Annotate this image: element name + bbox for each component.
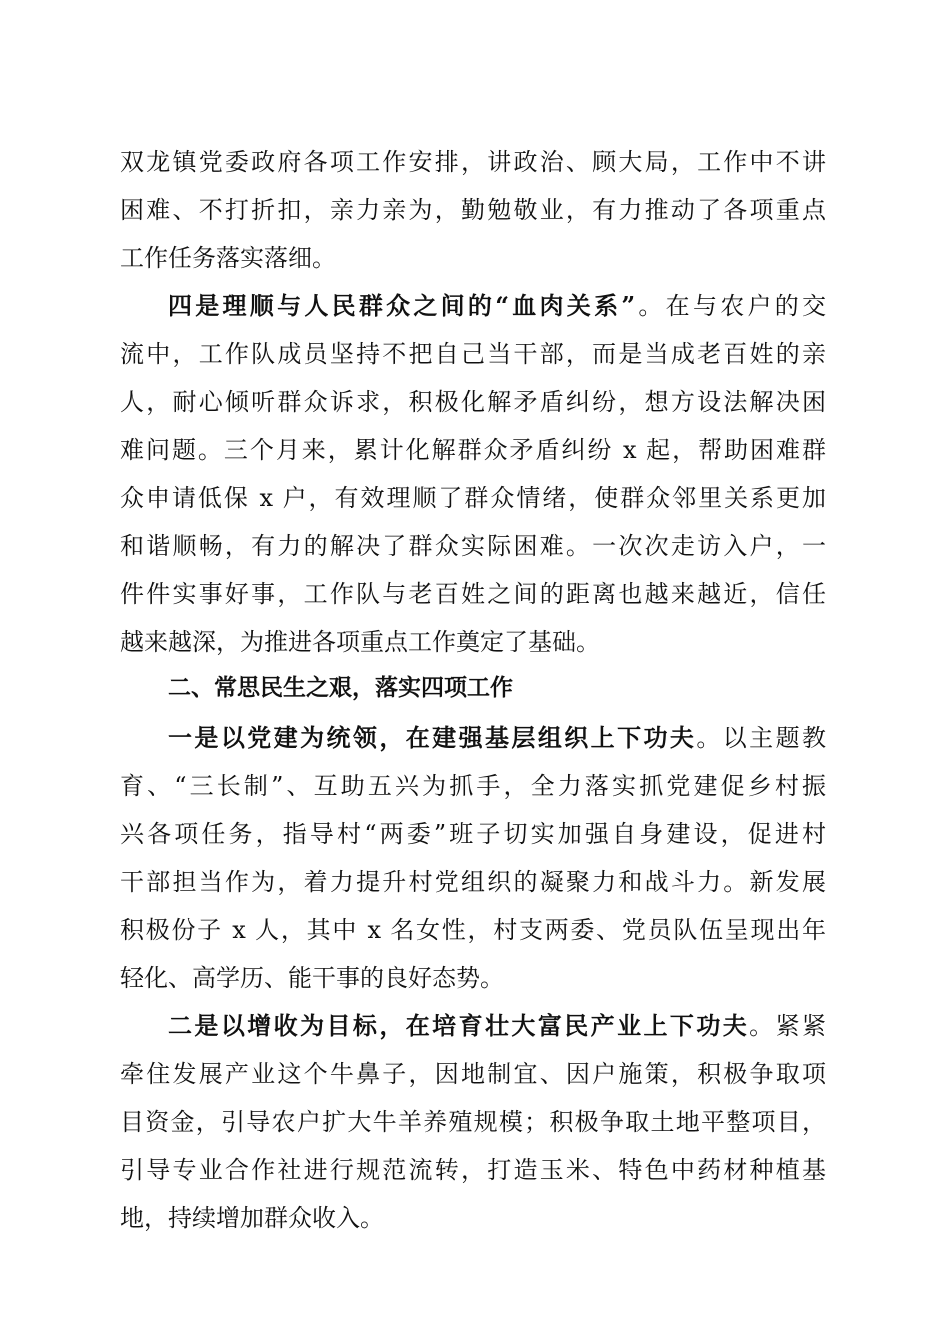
paragraph-2-line-1-rest: 。在与农户的交 bbox=[635, 292, 827, 320]
paragraph-2-line-3: 人，耐心倾听群众诉求，积极化解矛盾纠纷，想方设法解决困 bbox=[120, 388, 826, 416]
paragraph-3-line-1 bbox=[168, 718, 826, 758]
paragraph-3-line-2: 育、“三长制”、互助五兴为抓手，全力落实抓党建促乡村振 bbox=[120, 772, 826, 800]
paragraph-4-line-1-rest: 。紧紧 bbox=[749, 1012, 827, 1040]
paragraph-2-lead: 四是理顺与人民群众之间的“血肉关系” bbox=[168, 291, 636, 320]
paragraph-2-line-8: 越来越深，为推进各项重点工作奠定了基础。 bbox=[120, 628, 600, 656]
paragraph-2-line-5: 众申请低保 x 户，有效理顺了群众情绪，使群众邻里关系更加 bbox=[120, 484, 826, 512]
paragraph-2-line-7: 件件实事好事，工作队与老百姓之间的距离也越来越近，信任 bbox=[120, 580, 826, 608]
paragraph-2-line-2: 流中，工作队成员坚持不把自己当干部，而是当成老百姓的亲 bbox=[120, 340, 826, 368]
paragraph-3-lead: 一是以党建为统领，在建强基层组织上下功夫 bbox=[168, 723, 697, 752]
paragraph-4-line-1 bbox=[168, 1006, 826, 1046]
paragraph-3-line-5: 积极份子 x 人，其中 x 名女性，村支两委、党员队伍呈现出年 bbox=[120, 916, 826, 944]
paragraph-1-line-1: 双龙镇党委政府各项工作安排，讲政治、顾大局，工作中不讲 bbox=[120, 148, 826, 176]
paragraph-3-line-6: 轻化、高学历、能干事的良好态势。 bbox=[120, 964, 504, 992]
paragraph-3-line-4: 干部担当作为，着力提升村党组织的凝聚力和战斗力。新发展 bbox=[120, 868, 826, 896]
paragraph-4-line-5: 地，持续增加群众收入。 bbox=[120, 1204, 384, 1232]
paragraph-3-line-1-rest: 。以主题教 bbox=[696, 724, 827, 752]
paragraph-1-line-3: 工作任务落实落细。 bbox=[120, 244, 336, 272]
paragraph-2-line-1 bbox=[168, 286, 826, 326]
paragraph-1-line-2: 困难、不打折扣，亲力亲为，勤勉敬业，有力推动了各项重点 bbox=[120, 196, 826, 224]
paragraph-4-line-2: 牵住发展产业这个牛鼻子，因地制宜、因户施策，积极争取项 bbox=[120, 1060, 826, 1088]
paragraph-3-line-3: 兴各项任务，指导村“两委”班子切实加强自身建设，促进村 bbox=[120, 820, 826, 848]
paragraph-4-line-4: 引导专业合作社进行规范流转，打造玉米、特色中药材种植基 bbox=[120, 1156, 826, 1184]
paragraph-2-line-6: 和谐顺畅，有力的解决了群众实际困难。一次次走访入户，一 bbox=[120, 532, 826, 560]
section-heading-2: 二、常思民生之艰，落实四项工作 bbox=[168, 675, 513, 701]
paragraph-4-line-3: 目资金，引导农户扩大牛羊养殖规模；积极争取土地平整项目， bbox=[120, 1108, 826, 1136]
paragraph-2-line-4: 难问题。三个月来，累计化解群众矛盾纠纷 x 起，帮助困难群 bbox=[120, 436, 826, 464]
paragraph-4-lead: 二是以增收为目标，在培育壮大富民产业上下功夫 bbox=[168, 1011, 750, 1040]
